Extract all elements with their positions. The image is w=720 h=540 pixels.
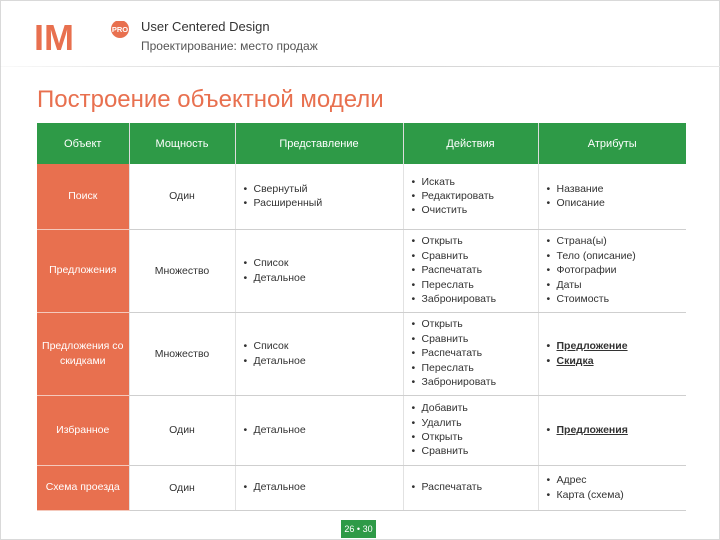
object-cell: Предложения со скидками <box>37 312 129 395</box>
view-list <box>236 339 403 368</box>
action-item: • Распечатать <box>422 480 538 494</box>
actions-cell <box>403 229 538 312</box>
object-cell: Схема проезда <box>37 465 129 510</box>
views-cell <box>235 312 403 395</box>
attribute-item: • Название <box>557 182 687 196</box>
table-row <box>37 229 686 312</box>
column-header-object: Объект <box>37 123 129 164</box>
attributes-cell <box>538 465 686 510</box>
action-item: • Забронировать <box>422 292 538 306</box>
attribute-list <box>539 234 687 306</box>
action-list <box>404 480 538 494</box>
action-item: • Сравнить <box>422 332 538 346</box>
action-item: • Переслать <box>422 278 538 292</box>
cardinality-cell: Множество <box>129 312 235 395</box>
table-row <box>37 312 686 395</box>
page-number: 26 • 30 <box>341 520 376 538</box>
action-item: • Очистить <box>422 203 538 217</box>
view-item: • Расширенный <box>254 196 403 210</box>
attribute-item: • Стоимость <box>557 292 687 306</box>
action-item: • Распечатать <box>422 263 538 277</box>
table-body <box>37 164 686 510</box>
column-header-views: Представление <box>235 123 403 164</box>
im-pro-logo <box>34 21 130 53</box>
column-header-actions: Действия <box>403 123 538 164</box>
object-model-table <box>37 123 686 511</box>
view-item: • Список <box>254 256 403 270</box>
logo-badge-text: PRO <box>111 25 129 34</box>
attribute-list <box>539 473 687 502</box>
view-item: • Свернутый <box>254 182 403 196</box>
attribute-item: • Даты <box>557 278 687 292</box>
views-cell <box>235 229 403 312</box>
view-list <box>236 256 403 285</box>
views-cell <box>235 395 403 465</box>
views-cell <box>235 465 403 510</box>
table-row <box>37 465 686 510</box>
actions-cell <box>403 465 538 510</box>
header-title: User Centered Design <box>141 19 270 34</box>
attribute-list <box>539 423 687 437</box>
view-list <box>236 182 403 211</box>
action-item: • Открыть <box>422 430 538 444</box>
action-item: • Открыть <box>422 234 538 248</box>
view-item: • Детальное <box>254 354 403 368</box>
table-row <box>37 164 686 229</box>
attribute-item: • Скидка <box>557 354 687 368</box>
attribute-item: • Фотографии <box>557 263 687 277</box>
page-title: Построение объектной модели <box>37 86 384 113</box>
action-list <box>404 317 538 389</box>
table-row <box>37 395 686 465</box>
attributes-cell <box>538 395 686 465</box>
action-item: • Забронировать <box>422 375 538 389</box>
views-cell <box>235 164 403 229</box>
action-item: • Редактировать <box>422 189 538 203</box>
view-item: • Детальное <box>254 480 403 494</box>
cardinality-cell: Множество <box>129 229 235 312</box>
action-item: • Сравнить <box>422 249 538 263</box>
cardinality-cell: Один <box>129 465 235 510</box>
cardinality-cell: Один <box>129 395 235 465</box>
action-item: • Сравнить <box>422 444 538 458</box>
logo-text: IM <box>34 21 74 53</box>
actions-cell <box>403 395 538 465</box>
view-item: • Детальное <box>254 271 403 285</box>
actions-cell <box>403 164 538 229</box>
attribute-list <box>539 182 687 211</box>
actions-cell <box>403 312 538 395</box>
action-item: • Добавить <box>422 401 538 415</box>
view-list <box>236 423 403 437</box>
attributes-cell <box>538 164 686 229</box>
header-divider <box>0 66 720 67</box>
attribute-item: • Страна(ы) <box>557 234 687 248</box>
attribute-list <box>539 339 687 368</box>
view-item: • Детальное <box>254 423 403 437</box>
view-item: • Список <box>254 339 403 353</box>
attribute-item: • Предложение <box>557 339 687 353</box>
attribute-item: • Карта (схема) <box>557 488 687 502</box>
action-item: • Открыть <box>422 317 538 331</box>
object-cell: Поиск <box>37 164 129 229</box>
attribute-item: • Описание <box>557 196 687 210</box>
attributes-cell <box>538 229 686 312</box>
object-cell: Предложения <box>37 229 129 312</box>
action-list <box>404 234 538 306</box>
attribute-item: • Адрес <box>557 473 687 487</box>
view-list <box>236 480 403 494</box>
attributes-cell <box>538 312 686 395</box>
action-item: • Искать <box>422 175 538 189</box>
header-subtitle: Проектирование: место продаж <box>141 39 318 53</box>
attribute-item: • Предложения <box>557 423 687 437</box>
cardinality-cell: Один <box>129 164 235 229</box>
table-header-row <box>37 123 686 164</box>
attribute-item: • Тело (описание) <box>557 249 687 263</box>
action-item: • Удалить <box>422 416 538 430</box>
action-list <box>404 401 538 459</box>
object-cell: Избранное <box>37 395 129 465</box>
action-item: • Переслать <box>422 361 538 375</box>
action-list <box>404 175 538 218</box>
column-header-cardinality: Мощность <box>129 123 235 164</box>
column-header-attributes: Атрибуты <box>538 123 686 164</box>
action-item: • Распечатать <box>422 346 538 360</box>
